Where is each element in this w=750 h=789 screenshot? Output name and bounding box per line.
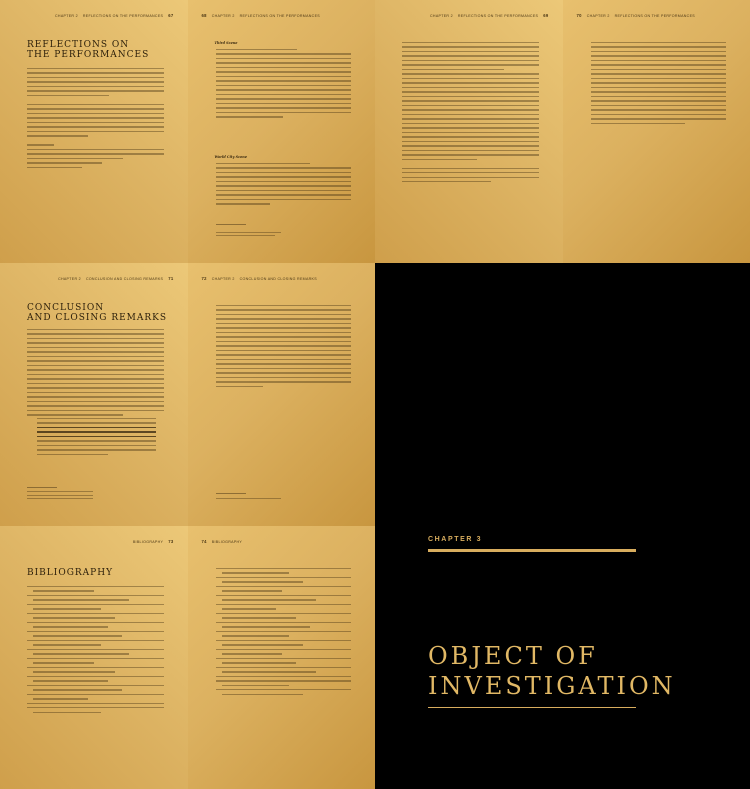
footnotes	[216, 232, 336, 239]
body-text	[402, 42, 539, 186]
chapter-title	[428, 641, 676, 701]
chapter-label: CHAPTER 3	[428, 536, 483, 543]
running-head-section: CONCLUSION AND CLOSING REMARKS	[239, 276, 317, 281]
body-text	[27, 68, 164, 171]
running-head	[202, 539, 362, 544]
section-title-line2: AND CLOSING REMARKS	[27, 313, 168, 323]
section-title	[27, 40, 149, 60]
chapter-title-line2: INVESTIGATION	[428, 672, 676, 700]
footnotes	[216, 498, 336, 502]
page-67	[0, 0, 188, 263]
running-head-section: CONCLUSION AND CLOSING REMARKS	[85, 276, 164, 281]
running-head-chapter: CHAPTER 2	[58, 276, 81, 281]
running-head-chapter: CHAPTER 2	[211, 276, 235, 281]
subheading: World City Scene	[214, 155, 247, 159]
bibliography-entries	[216, 568, 352, 698]
chapter-rule-bottom	[428, 707, 636, 708]
page-number: 72	[201, 276, 207, 281]
running-head-section: BIBLIOGRAPHY	[211, 539, 243, 544]
bibliography-title: BIBLIOGRAPHY	[27, 568, 114, 578]
running-head-section: REFLECTIONS ON THE PERFORMANCES	[457, 13, 539, 18]
body-text	[216, 49, 352, 121]
body-text	[591, 42, 727, 127]
page-number: 70	[576, 13, 582, 18]
running-head-chapter: CHAPTER 2	[211, 13, 235, 18]
body-text	[27, 329, 164, 419]
page-number: 68	[201, 13, 207, 18]
running-head-section: REFLECTIONS ON THE PERFORMANCES	[82, 13, 164, 18]
page-number: 71	[168, 276, 174, 281]
page-68	[188, 0, 376, 263]
page-74	[188, 526, 376, 789]
running-head	[14, 276, 174, 281]
page-number: 74	[201, 539, 207, 544]
bibliography-entries	[27, 586, 164, 716]
page-71	[0, 263, 188, 526]
page-number: 67	[168, 13, 174, 18]
chapter-title-line1: OBJECT OF	[428, 642, 598, 670]
section-title	[27, 303, 167, 323]
running-head	[14, 13, 174, 18]
running-head-section: BIBLIOGRAPHY	[132, 539, 164, 544]
running-head-section: REFLECTIONS ON THE PERFORMANCES	[239, 13, 320, 18]
page-69	[375, 0, 563, 263]
running-head	[202, 276, 362, 281]
footnote-rule	[27, 487, 57, 488]
body-text	[216, 163, 352, 208]
running-head-chapter: CHAPTER 2	[430, 13, 453, 18]
running-head-chapter: CHAPTER 2	[586, 13, 610, 18]
chapter-rule-top	[428, 549, 636, 552]
footnotes	[27, 491, 148, 502]
section-title-line1: CONCLUSION	[27, 303, 105, 313]
running-head	[577, 13, 737, 18]
running-head-chapter: CHAPTER 2	[55, 13, 78, 18]
section-title-line2: THE PERFORMANCES	[27, 50, 150, 60]
body-text	[216, 305, 352, 390]
footnote-rule	[216, 224, 246, 225]
section-title-line1: REFLECTIONS ON	[27, 40, 130, 50]
running-head	[202, 13, 362, 18]
block-quote	[37, 418, 156, 458]
page-70	[563, 0, 750, 263]
page-73	[0, 526, 188, 789]
running-head-section: REFLECTIONS ON THE PERFORMANCES	[614, 13, 695, 18]
page-72	[188, 263, 376, 526]
subheading: Third Scene	[214, 41, 238, 45]
running-head	[389, 13, 549, 18]
page-number: 73	[168, 539, 174, 544]
footnote-rule	[216, 493, 246, 494]
page-number: 69	[543, 13, 549, 18]
chapter-opener-panel	[375, 263, 750, 789]
running-head	[14, 539, 174, 544]
